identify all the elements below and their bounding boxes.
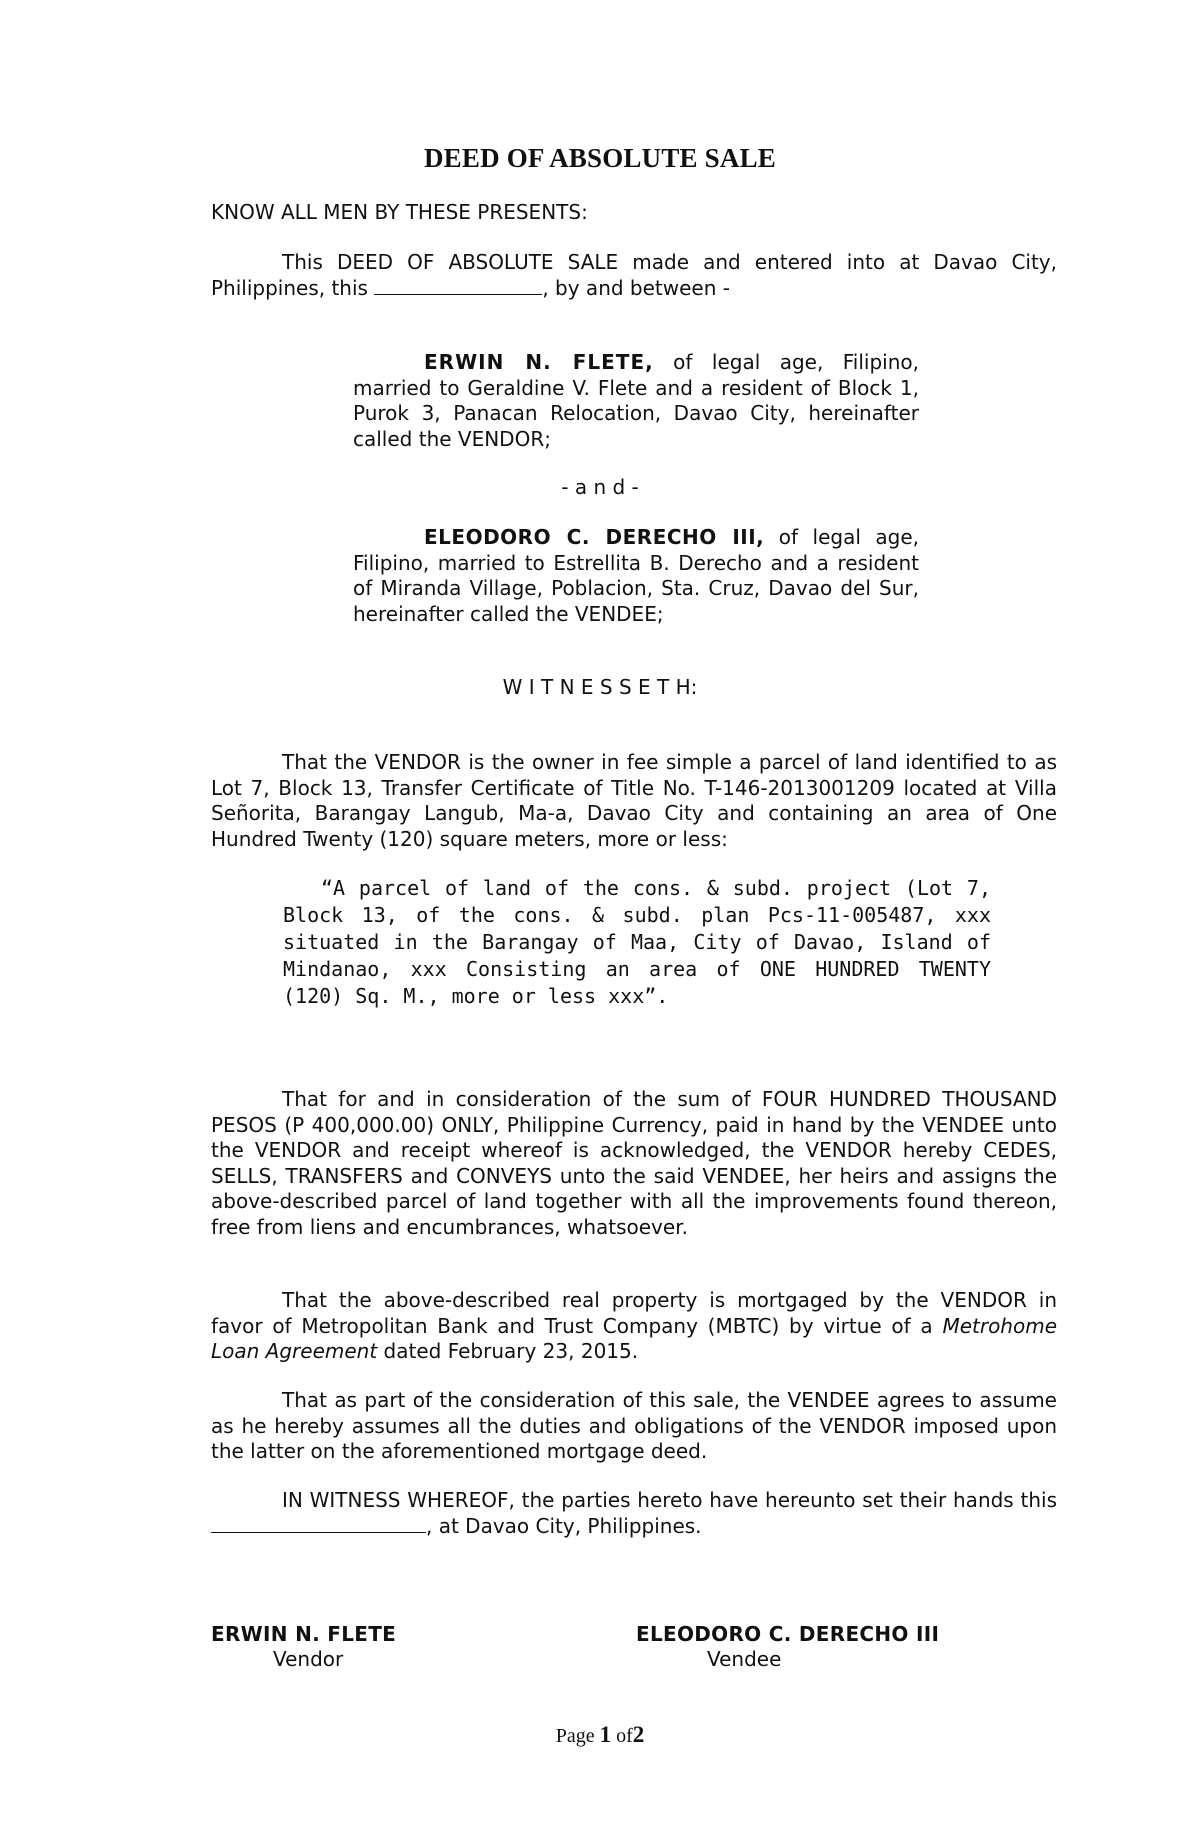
vendee-party-paragraph xyxy=(353,525,919,627)
witness-text: IN WITNESS WHEREOF, the parties hereto have hereunto set their hands this xyxy=(282,1488,1057,1512)
vendor-signature-role: Vendor xyxy=(273,1647,344,1671)
vendor-party-paragraph xyxy=(353,350,919,452)
vendee-signature-block xyxy=(636,1622,939,1671)
intro-text: This DEED OF ABSOLUTE SALE made and entered into at Davao City, Philippines, this xyxy=(211,250,1057,300)
mortgage-paragraph xyxy=(211,1288,1057,1365)
witnesseth-heading: W I T N E S S E T H: xyxy=(502,675,698,699)
signing-date-blank xyxy=(211,1514,426,1533)
witness-paragraph xyxy=(211,1488,1057,1539)
vendee-signature-name: ELEODORO C. DERECHO III xyxy=(636,1622,940,1646)
vendee-signature-role: Vendee xyxy=(707,1647,782,1671)
consideration-paragraph: That for and in consideration of the sum of FOUR HUNDRED THOUSAND PESOS (P 400,000.00) ONLY, Philippine Currency, paid in hand by the VENDEE unto the VENDOR and receipt whereof is acknowledged, the VENDOR hereby CEDES, SELLS, TRANSFERS and CONVEYS unto the said VENDEE, her heirs and assigns the above-described parcel of land together with all the improvements found thereon, free from liens and encumbrances, whatsoever. xyxy=(211,1087,1057,1239)
loan-agreement-title: Metrohome Loan Agreement xyxy=(211,1313,1057,1363)
date-blank xyxy=(374,276,542,295)
document-title: DEED OF ABSOLUTE SALE xyxy=(423,143,777,173)
vendee-party-name: ELEODORO C. DERECHO III, xyxy=(424,525,765,549)
vendee-party-details: of legal age, Filipino, married to Estrellita B. Derecho and a resident of Miranda Village, Poblacion, Sta. Cruz, Davao del Sur, hereinafter called the VENDEE; xyxy=(353,525,919,626)
salutation: KNOW ALL MEN BY THESE PRESENTS: xyxy=(211,200,588,224)
vendor-signature-block xyxy=(211,1622,396,1671)
vendor-party-name: ERWIN N. FLETE, xyxy=(424,350,654,374)
ownership-paragraph: That the VENDOR is the owner in fee simple a parcel of land identified to as Lot 7, Block 13, Transfer Certificate of Title No. T-146-2013001209 located at Villa Señorita, Barangay Langub, Ma-a, Davao City and containing an area of One Hundred Twenty (120) square meters, more or less: xyxy=(211,750,1057,851)
page-number xyxy=(0,1722,1200,1748)
vendor-party-details: of legal age, Filipino, married to Geraldine V. Flete and a resident of Block 1, Purok 3, Panacan Relocation, Davao City, hereinafter called the VENDOR; xyxy=(353,350,920,451)
vendor-signature-name: ERWIN N. FLETE xyxy=(211,1622,397,1646)
current-page: 1 xyxy=(599,1722,612,1747)
conjunction: - a n d - xyxy=(561,475,639,499)
quote-text: “A parcel of land of the cons. & subd. project (Lot 7, Block 13, of the cons. & subd. plan Pcs-11-005487, xxx situated in the Barangay of Maa, City of Davao, Island of Mindanao, xxx Consisting an area of ONE HUNDRED TWENTY (120) Sq. M., more or less xxx”. xyxy=(283,876,991,1008)
witness-tail: , at Davao City, Philippines. xyxy=(426,1513,702,1538)
intro-paragraph xyxy=(211,250,1057,301)
page-label: Page xyxy=(555,1725,595,1747)
mortgage-text: That the above-described real property is mortgaged by the VENDOR in favor of Metropolitan Bank and Trust Company (MBTC) by virtue of a xyxy=(211,1288,1057,1338)
mortgage-date: dated February 23, 2015. xyxy=(383,1339,639,1363)
total-pages: 2 xyxy=(632,1722,645,1747)
property-description-quote xyxy=(283,875,991,1010)
of-label: of xyxy=(616,1725,633,1747)
intro-tail: , by and between - xyxy=(542,275,730,300)
assumption-paragraph: That as part of the consideration of this sale, the VENDEE agrees to assume as he hereby assumes all the duties and obligations of the VENDOR imposed upon the latter on the aforementioned mortgage deed. xyxy=(211,1388,1057,1463)
